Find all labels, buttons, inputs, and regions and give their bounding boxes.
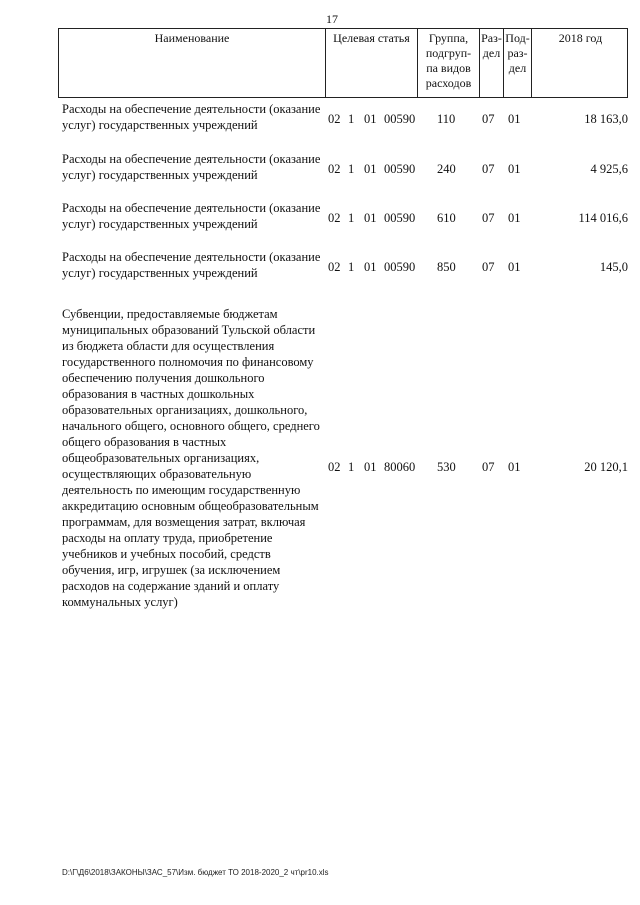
header-podrazdel-line-3: дел	[508, 61, 527, 75]
header-name: Наименование	[154, 31, 230, 45]
row-amount: 20 120,1	[584, 460, 628, 474]
row-group: 530	[437, 460, 456, 474]
code-subprogram: 1	[348, 162, 355, 176]
row-razdel: 07	[482, 162, 495, 176]
table-row	[62, 151, 628, 185]
row-name: Расходы на обеспечение деятельности (оказание услуг) государственных учреждений	[62, 250, 321, 280]
header-razdel-line-1: Раз-	[481, 31, 502, 45]
code-program: 02	[328, 211, 341, 225]
code-event: 01	[364, 112, 377, 126]
code-event: 01	[364, 211, 377, 225]
header-podrazdel	[503, 29, 531, 97]
code-program: 02	[328, 460, 341, 474]
table-row	[62, 306, 628, 636]
row-podrazdel: 01	[508, 211, 521, 225]
header-group	[417, 29, 479, 97]
row-razdel: 07	[482, 211, 495, 225]
header-group-line-3: па видов	[426, 61, 471, 75]
row-group: 110	[437, 112, 456, 126]
code-direction: 00590	[384, 260, 416, 274]
row-amount: 4 925,6	[590, 162, 628, 176]
header-razdel	[479, 29, 503, 97]
header-group-line-2: подгруп-	[425, 46, 472, 60]
table-header	[58, 28, 628, 98]
code-direction: 00590	[384, 112, 416, 126]
header-podrazdel-line-2: раз-	[507, 46, 528, 60]
page-number: 17	[326, 12, 338, 26]
row-podrazdel: 01	[508, 460, 521, 474]
header-target: Целевая статья	[325, 29, 417, 97]
table-row	[62, 101, 628, 135]
code-subprogram: 1	[348, 112, 355, 126]
code-direction: 80060	[384, 460, 416, 474]
row-razdel: 07	[482, 112, 495, 126]
row-amount: 114 016,6	[578, 211, 628, 225]
row-group: 850	[437, 260, 456, 274]
row-podrazdel: 01	[508, 112, 521, 126]
header-group-line-4: расходов	[425, 76, 472, 90]
header-podrazdel-line-1: Под-	[505, 31, 530, 45]
code-event: 01	[364, 460, 377, 474]
row-amount: 145,0	[599, 260, 628, 274]
header-group-line-1: Группа,	[428, 31, 469, 45]
code-program: 02	[328, 162, 341, 176]
code-program: 02	[328, 112, 341, 126]
code-program: 02	[328, 260, 341, 274]
file-path-footer: D:\Г\Д6\2018\ЗАКОНЫ\ЗАС_57\Изм. бюджет ТО 2018-2020_2 чт\pr10.xls	[62, 868, 329, 877]
code-direction: 00590	[384, 162, 416, 176]
table-row	[62, 249, 628, 283]
code-event: 01	[364, 162, 377, 176]
row-group: 240	[437, 162, 456, 176]
code-direction: 00590	[384, 211, 416, 225]
code-subprogram: 1	[348, 260, 355, 274]
row-name: Субвенции, предоставляемые бюджетам муниципальных образований Тульской области из бюджета области для осуществления государственного полномочия по финансовому обеспечению получения дошкольного образования в частных дошкольных образовательных организациях, дошкольного, начального общего, основного общего, среднего общего образования в частных общеобразовательных организациях, осуществляющих образовательную деятельность по имеющим государственную аккредитацию основным общеобразовательным программам, для возмещения затрат, включая расходы на оплату труда, приобретение учебников и учебных пособий, средств обучения, игр, игрушек (за исключением расходов на содержание зданий и оплату коммунальных услуг)	[62, 307, 320, 609]
row-amount: 18 163,0	[584, 112, 628, 126]
code-subprogram: 1	[348, 211, 355, 225]
row-razdel: 07	[482, 460, 495, 474]
header-year: 2018 год	[531, 29, 629, 97]
row-razdel: 07	[482, 260, 495, 274]
row-podrazdel: 01	[508, 162, 521, 176]
table-row	[62, 200, 628, 234]
row-podrazdel: 01	[508, 260, 521, 274]
code-event: 01	[364, 260, 377, 274]
row-name: Расходы на обеспечение деятельности (оказание услуг) государственных учреждений	[62, 201, 321, 231]
code-subprogram: 1	[348, 460, 355, 474]
row-name: Расходы на обеспечение деятельности (оказание услуг) государственных учреждений	[62, 152, 321, 182]
row-group: 610	[437, 211, 456, 225]
header-razdel-line-2: дел	[482, 46, 501, 60]
row-name: Расходы на обеспечение деятельности (оказание услуг) государственных учреждений	[62, 102, 321, 132]
